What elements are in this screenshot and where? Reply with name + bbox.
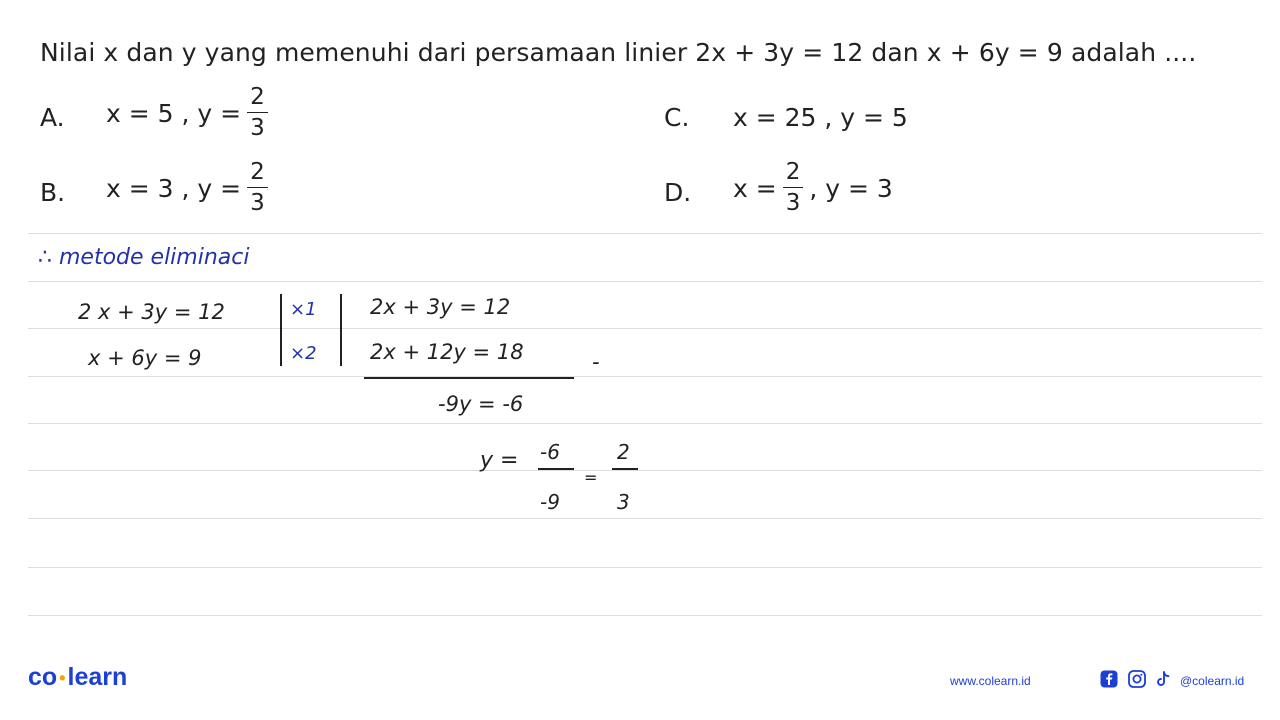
question-text: Nilai x dan y yang memenuhi dari persamaan linier 2x + 3y = 12 dan x + 6y = 9 adalah .... [40,38,1197,67]
left-equation-1: 2 x + 3y = 12 [78,300,225,324]
subtract-sign: - [592,350,600,374]
option-d[interactable]: x = $\frac{2}{3}$ , y = 3 [733,159,893,216]
multiplier-bar-left [280,294,282,366]
option-d-letter: D. [664,178,692,207]
colearn-logo: co •learn [28,663,128,691]
ruled-line [28,470,1262,471]
ruled-line [28,567,1262,568]
ruled-line [28,281,1262,282]
option-c-letter: C. [664,103,690,132]
option-b[interactable]: x = 3 , y = $\frac{2}{3}$ [106,161,274,215]
subtraction-line [364,377,574,379]
facebook-icon[interactable] [1100,670,1118,688]
right-equation-2: 2x + 12y = 18 [370,340,524,364]
ruled-line [28,518,1262,519]
ruled-line [28,615,1262,616]
left-equation-2: x + 6y = 9 [88,346,202,370]
y-denominator: -9 [540,490,560,514]
ruled-line [28,328,1262,329]
website-link[interactable]: www.colearn.id [950,674,1031,688]
answer-numerator: 2 [617,440,630,464]
multiplier-1: ×1 [290,299,317,320]
y-numerator: -6 [540,440,560,464]
logo-dot: • [59,667,66,688]
social-handle[interactable]: @colearn.id [1180,674,1245,688]
option-a-fraction: $\frac{2}{3}$ [247,86,268,140]
right-equation-1: 2x + 3y = 12 [370,295,511,319]
multiplier-2: ×2 [290,343,317,364]
tiktok-icon[interactable] [1154,670,1172,688]
option-b-fraction: $\frac{2}{3}$ [247,161,268,215]
ruled-line [28,423,1262,424]
ruled-line [28,376,1262,377]
multiplier-bar-right [340,294,342,366]
option-a[interactable]: x = 5 , y = $\frac{2}{3}$ [106,86,274,140]
answer-denominator: 3 [617,490,630,514]
y-label: y = [480,448,519,473]
equation-2: x + 6y = 9 [926,38,1063,67]
option-c[interactable]: x = 25 , y = 5 [733,103,908,132]
instagram-icon[interactable] [1128,670,1146,688]
method-heading: ∴ metode eliminaci [38,245,250,270]
option-b-letter: B. [40,178,66,207]
equals-sign: = [584,468,598,487]
elimination-result: -9y = -6 [438,392,524,416]
equation-1: 2x + 3y = 12 [695,38,864,67]
y-fraction-bar [538,468,574,470]
option-a-letter: A. [40,103,65,132]
ruled-line [28,233,1262,234]
answer-fraction-bar [612,468,638,470]
option-d-fraction: $\frac{2}{3}$ [783,161,804,215]
